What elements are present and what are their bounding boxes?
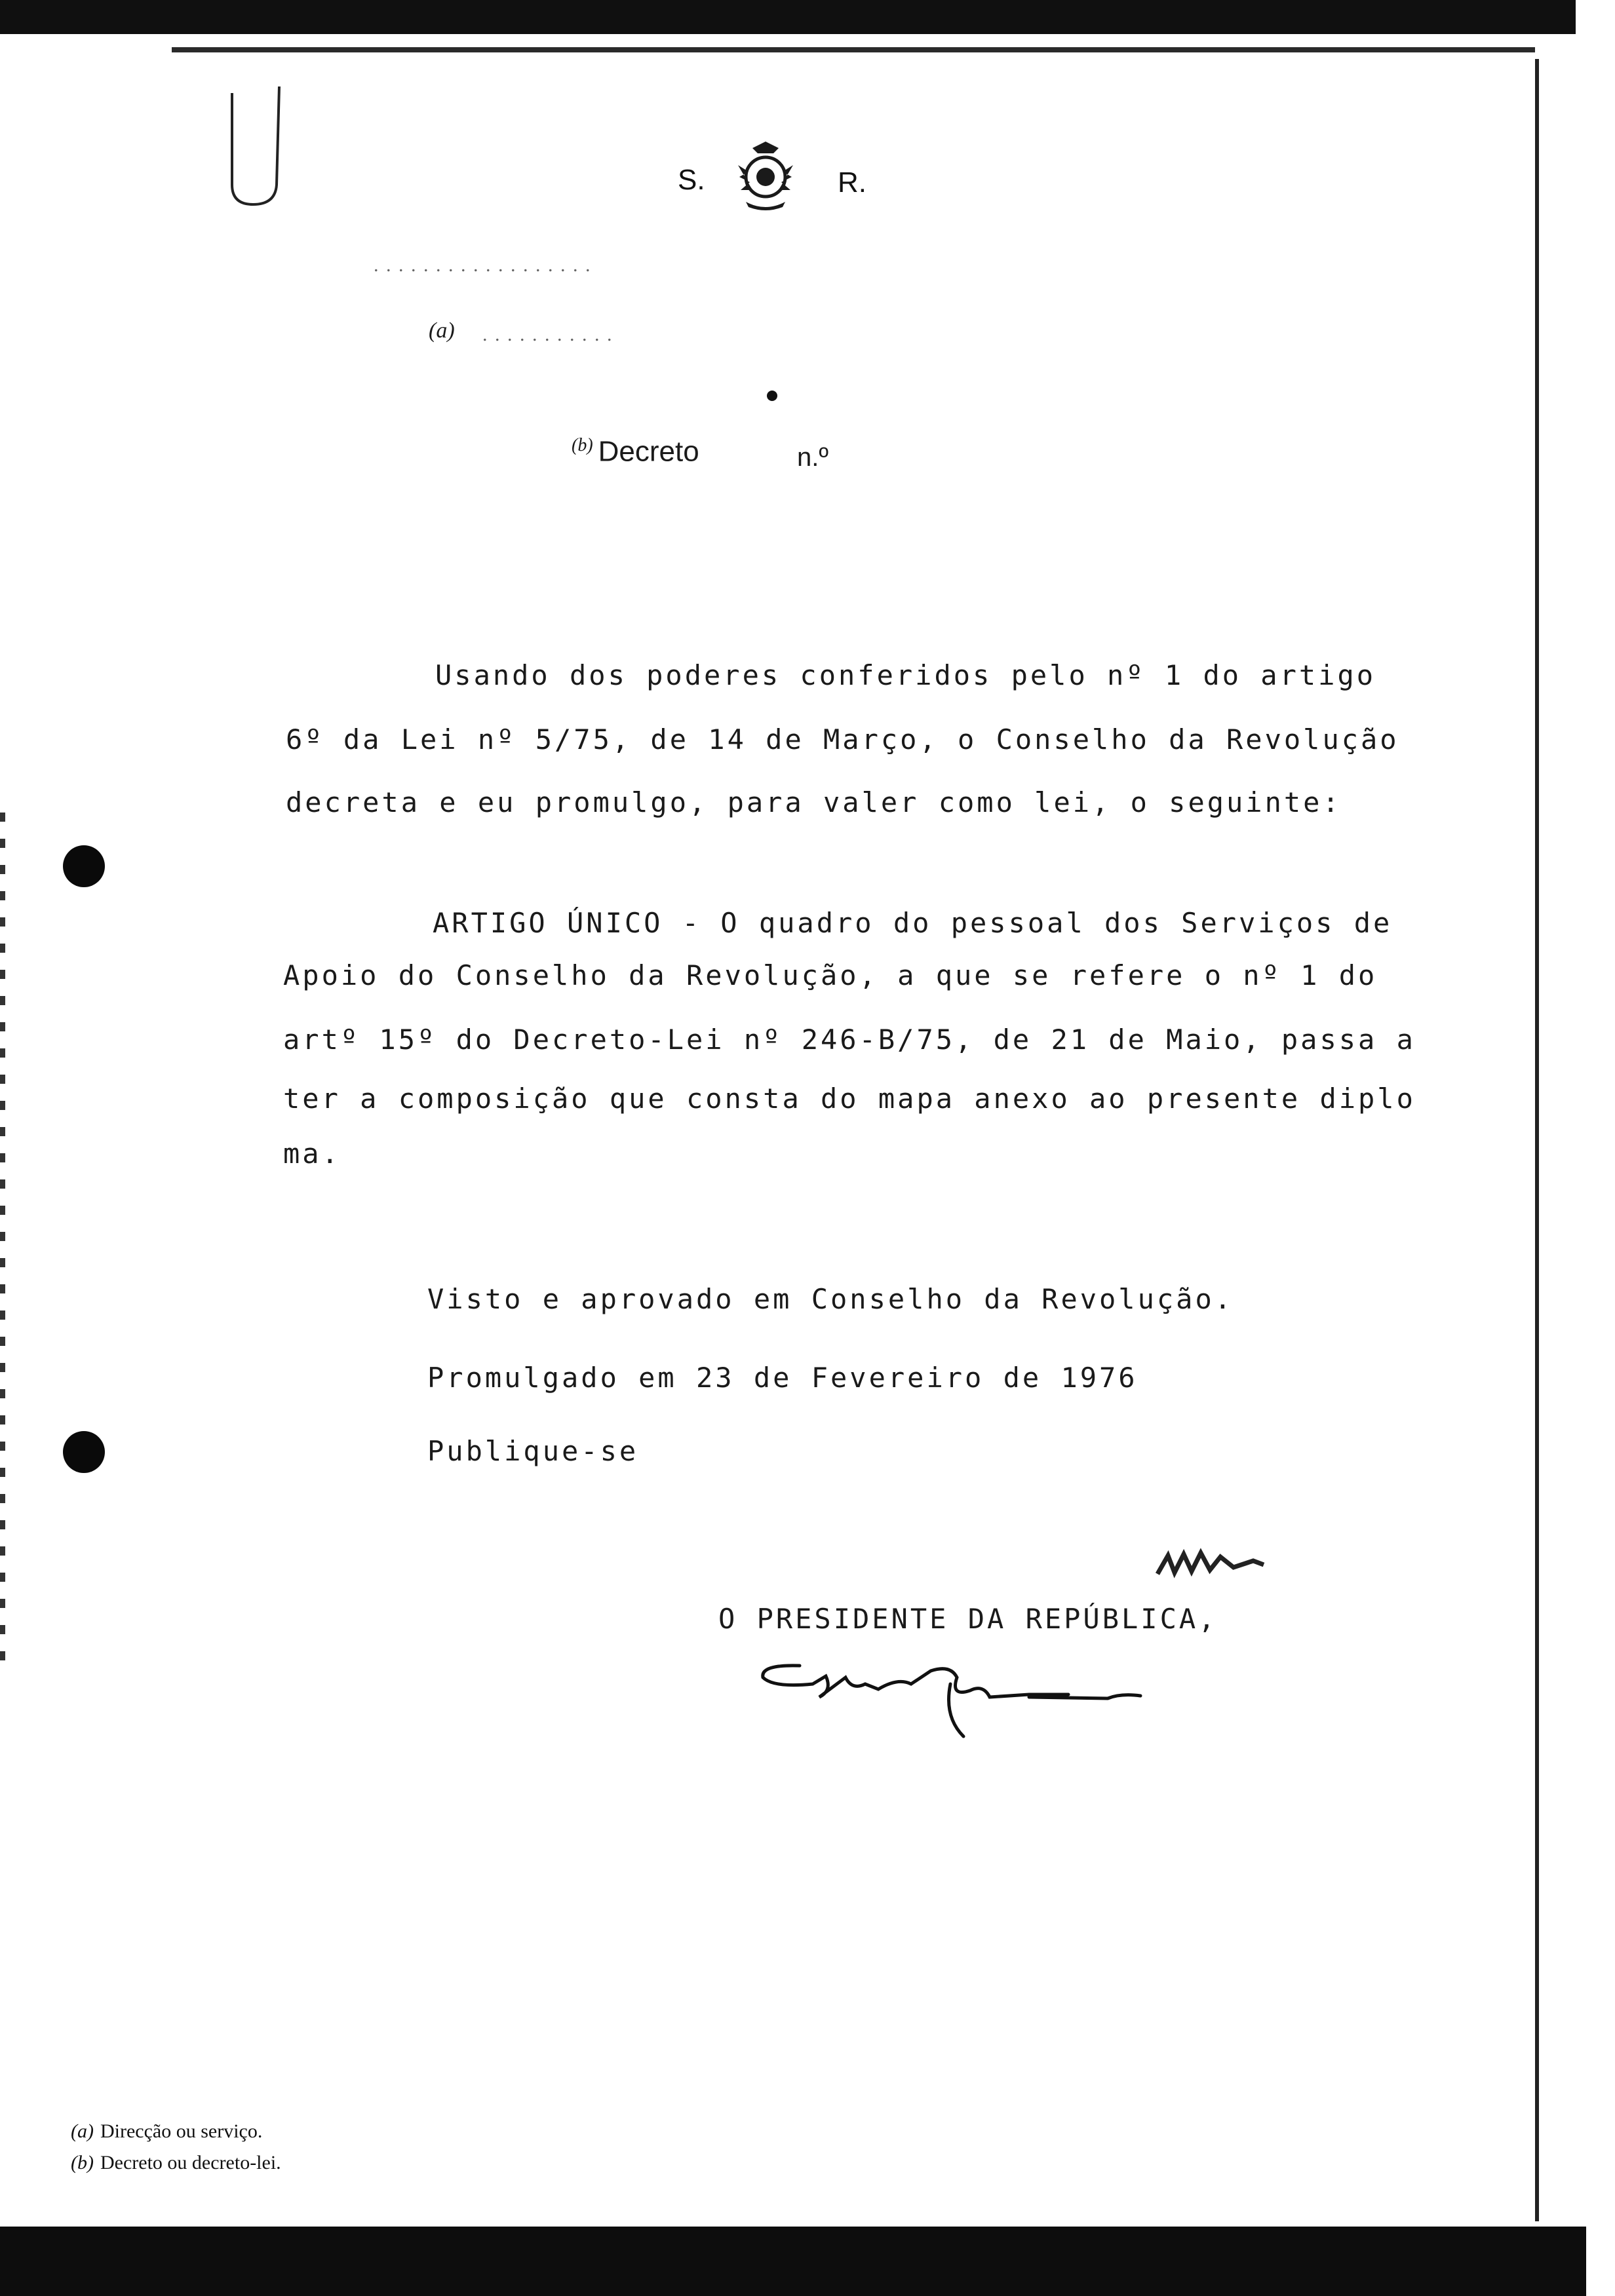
scan-right-rule: [1535, 59, 1539, 2221]
scan-left-edge: [0, 813, 5, 1664]
article-line-5: ma.: [283, 1138, 341, 1170]
decree-word: Decreto: [598, 435, 699, 468]
article-line-2: Apoio do Conselho da Revolução, a que se refere o nº 1 do: [283, 959, 1378, 991]
decree-heading: [572, 435, 699, 469]
preamble-line-3: decreta e eu promulgo, para valer como lei, o seguinte:: [286, 786, 1342, 818]
field-a-blank: . . . . . . . . . . .: [482, 324, 613, 345]
header-letter-s: S.: [678, 164, 705, 196]
approval-line: Visto e aprovado em Conselho da Revolução.: [427, 1283, 1234, 1315]
punch-hole-lower: [63, 1431, 105, 1473]
footnote-a-marker: (a): [71, 2120, 94, 2142]
field-marker-a: (a): [429, 318, 455, 343]
scan-top-border: [0, 0, 1576, 34]
article-line-1: ARTIGO ÚNICO - O quadro do pessoal dos Serviços de: [433, 907, 1393, 939]
ink-dot: [767, 391, 777, 401]
republic-emblem-icon: [726, 139, 805, 212]
footnote-a: [71, 2120, 262, 2143]
stamp-scribble: [1155, 1548, 1266, 1580]
article-line-3: artº 15º do Decreto-Lei nº 246-B/75, de 21 de Maio, passa a: [283, 1024, 1416, 1056]
footnote-b-marker: (b): [71, 2152, 94, 2173]
decree-number-label: n.º: [797, 443, 828, 472]
footnote-b-text: Decreto ou decreto-lei.: [100, 2152, 281, 2173]
footnote-a-text: Direcção ou serviço.: [100, 2120, 263, 2142]
punch-hole-upper: [63, 845, 105, 887]
header-letter-r: R.: [838, 166, 866, 199]
preamble-line-2: 6º da Lei nº 5/75, de 14 de Março, o Conselho da Revolução: [286, 723, 1399, 756]
president-title: O PRESIDENTE DA REPÚBLICA,: [718, 1603, 1218, 1635]
article-line-4: ter a composição que consta do mapa anexo ao presente diplo: [283, 1082, 1416, 1115]
footnote-b: [71, 2152, 281, 2174]
scan-top-rule: [172, 47, 1535, 52]
faint-dotted-line: . . . . . . . . . . . . . . . . . .: [374, 254, 592, 276]
preamble-line-1: Usando dos poderes conferidos pelo nº 1 do artigo: [435, 659, 1376, 691]
promulgation-line: Promulgado em 23 de Fevereiro de 1976: [427, 1362, 1138, 1394]
field-marker-b: (b): [572, 435, 593, 455]
scan-bottom-border: [0, 2227, 1586, 2296]
paper-clip-mark: [227, 80, 284, 208]
publish-line: Publique-se: [427, 1435, 639, 1467]
president-signature: [754, 1658, 1147, 1756]
